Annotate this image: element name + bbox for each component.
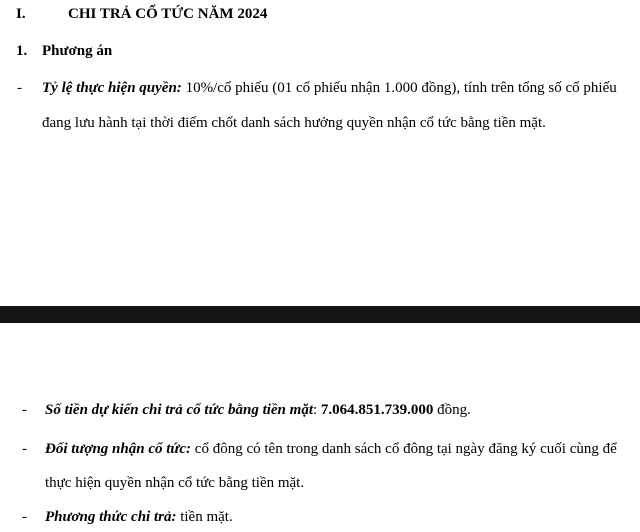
bullet-method-label: Phương thức chi trả: — [45, 509, 177, 525]
bullet-recipient-label: Đối tượng nhận cổ tức: — [45, 441, 192, 457]
bullet-recipient-line1 — [45, 441, 617, 458]
bullet-recipient-line2 — [45, 475, 304, 492]
bullet-ratio-label: Tỷ lệ thực hiện quyền: — [42, 80, 182, 96]
section-title: CHI TRẢ CỔ TỨC NĂM 2024 — [68, 6, 268, 22]
subsection-title: Phương án — [42, 43, 113, 59]
bullet-amount-colon: : — [313, 402, 318, 418]
bullet-method-line — [45, 509, 233, 526]
section-numeral: I. — [16, 6, 26, 22]
bullet-recipient-text1: cổ đông có tên trong danh sách cổ đông tại ngày đăng ký cuối cùng để — [191, 441, 617, 457]
subsection-number: 1. — [16, 43, 28, 59]
bullet-amount-suffix: đồng. — [433, 402, 471, 418]
bullet-dash: - — [22, 509, 27, 525]
bullet-amount-label: Số tiền dự kiến chi trả cổ tức bằng tiền mặt — [45, 402, 313, 418]
bullet-amount-value: 7.064.851.739.000 — [317, 402, 434, 418]
bullet-amount-line — [45, 402, 471, 419]
bullet-recipient-text2: thực hiện quyền nhận cổ tức bằng tiền mặt. — [45, 475, 305, 491]
page-divider — [0, 306, 640, 323]
bullet-dash: - — [22, 441, 27, 457]
bullet-dash: - — [17, 80, 22, 96]
bullet-ratio-line2 — [42, 115, 546, 132]
bullet-dash: - — [22, 402, 27, 418]
bullet-ratio-text1: 10%/cổ phiếu (01 cổ phiếu nhận 1.000 đồng), tính trên tổng số cổ phiếu — [181, 80, 617, 96]
bullet-ratio-text2: đang lưu hành tại thời điểm chốt danh sách hưởng quyền nhận cổ tức bằng tiền mặt. — [42, 115, 546, 131]
bullet-ratio-line1 — [42, 80, 617, 97]
bullet-method-text: tiền mặt. — [176, 509, 233, 525]
